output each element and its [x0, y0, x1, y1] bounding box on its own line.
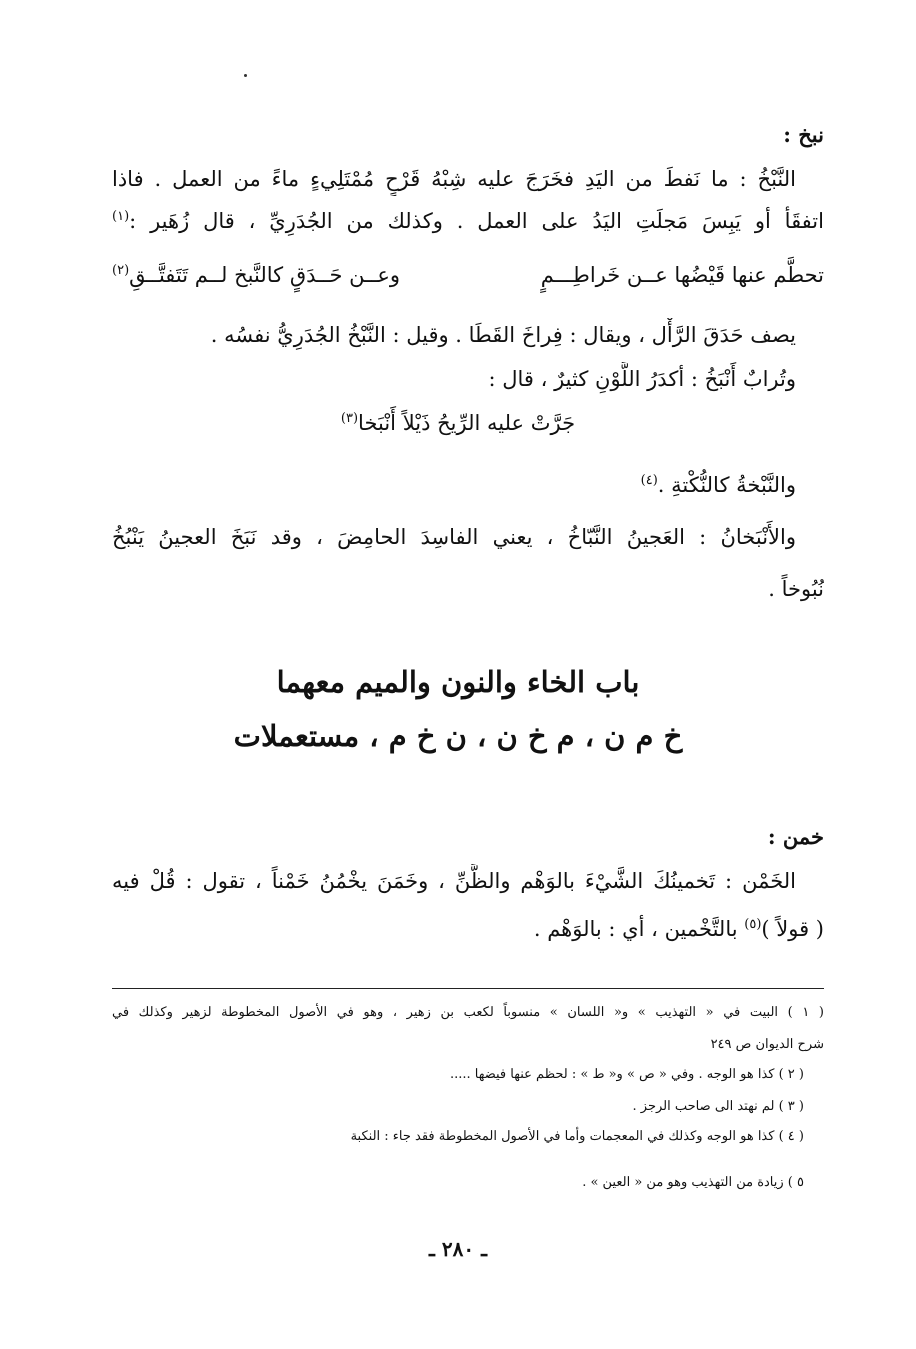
- footnote-2: ( ٢ ) كذا هو الوجه . وفي « ص » و« ط » : لحظم عنها فيضها .....: [449, 1067, 804, 1082]
- entry-line: والأَنْبَخانُ : العَجينُ النَّبّاخُ ، يعني الفاسِدَ الحامِضَ ، وقد نَبَخَ العجينُ يَنْبُخُ: [112, 525, 796, 549]
- footnote-ref: (١): [112, 209, 130, 224]
- entry-heading-khamn: خمن :: [767, 824, 824, 849]
- entry-heading-nabkh: نبخ :: [783, 122, 824, 147]
- rajaz-quote: جَرَّتْ عليه الرِّيحُ ذَيْلاً أَنْبَخا$^{(٣)}$: [340, 411, 576, 435]
- entry-line: النَّبْخُ : ما نَفطَ من اليَدِ فخَرَجَ عليه شِبْهُ قَرْحٍ مُمْتَلِيءٍ ماءً من العمل . فاذا: [112, 167, 796, 191]
- footnote-1: ( ١ ) البيت في « التهذيب » و« اللسان » منسوباً لكعب بن زهير ، وهو في الأصول المخطوطة لزهير وكذلك في: [112, 1005, 824, 1020]
- scan-speck: [244, 74, 247, 77]
- entry-line: ( قولاً )$^{(٥)}$ بالتَّخْمين ، أي : بالوَهْم .: [533, 917, 824, 941]
- entry-line: اتفقَأ أو يَبِسَ مَجلَتِ اليَدُ على العمل . وكذلك من الجُدَرِيِّ ، قال زُهَير :$^{(١)}$: [112, 209, 824, 233]
- footnote-ref: (٥): [744, 917, 762, 932]
- poetry-verse: [112, 258, 824, 292]
- footnote-5: ٥ ) زيادة من التهذيب وهو من « العين » .: [582, 1175, 804, 1190]
- entry-line: الخَمْن : تَخمينُكَ الشَّيْءَ بالوَهْم والظَّنِّ ، وخَمَنَ يخْمُنُ خَمْناً ، تقول : قُلْ فيه: [112, 869, 796, 893]
- entry-line: والنَّبْخةُ كالنُّكْتةِ .$^{(٤)}$: [640, 473, 796, 497]
- footnote-divider: [112, 988, 824, 989]
- footnote-3: ( ٣ ) لم نهتد الى صاحب الرجز .: [632, 1099, 804, 1114]
- verse-hemistich-second: وعــن حَــدَقٍ كالنَّبخ لــم تَتَفتَّــقِ$^{(٢)}$: [112, 263, 401, 287]
- entry-line: نُبُوخاً .: [768, 577, 824, 601]
- footnote-ref: (٢): [112, 263, 130, 278]
- entry-line: يصف حَدَقَ الرَّأْل ، ويقال : فِراخَ القَطَا . وقيل : النَّبْخُ الجُدَرِيُّ نفسُه .: [210, 323, 796, 347]
- chapter-title: باب الخاء والنون والميم معهما: [276, 665, 640, 699]
- footnote-4: ( ٤ ) كذا هو الوجه وكذلك في المعجمات وأما في الأصول المخطوطة فقد جاء : النكبة: [350, 1129, 804, 1144]
- footnote-ref: (٣): [340, 411, 359, 426]
- page-number: ـ ٢٨٠ ـ: [429, 1237, 487, 1261]
- chapter-subtitle: خ م ن ، م خ ن ، ن خ م ، مستعملات: [233, 719, 683, 753]
- entry-line: وتُرابٌ أَنْبَخُ : أكدَرُ اللَّوْنِ كثيرٌ ، قال :: [488, 367, 796, 391]
- footnote-1-continued: شرح الديوان ص ٢٤٩: [710, 1037, 824, 1052]
- footnote-ref: (٤): [640, 473, 658, 488]
- verse-hemistich-first: تحطَّم عنها قَيْضُها عــن خَراطِـــمٍ: [540, 263, 824, 287]
